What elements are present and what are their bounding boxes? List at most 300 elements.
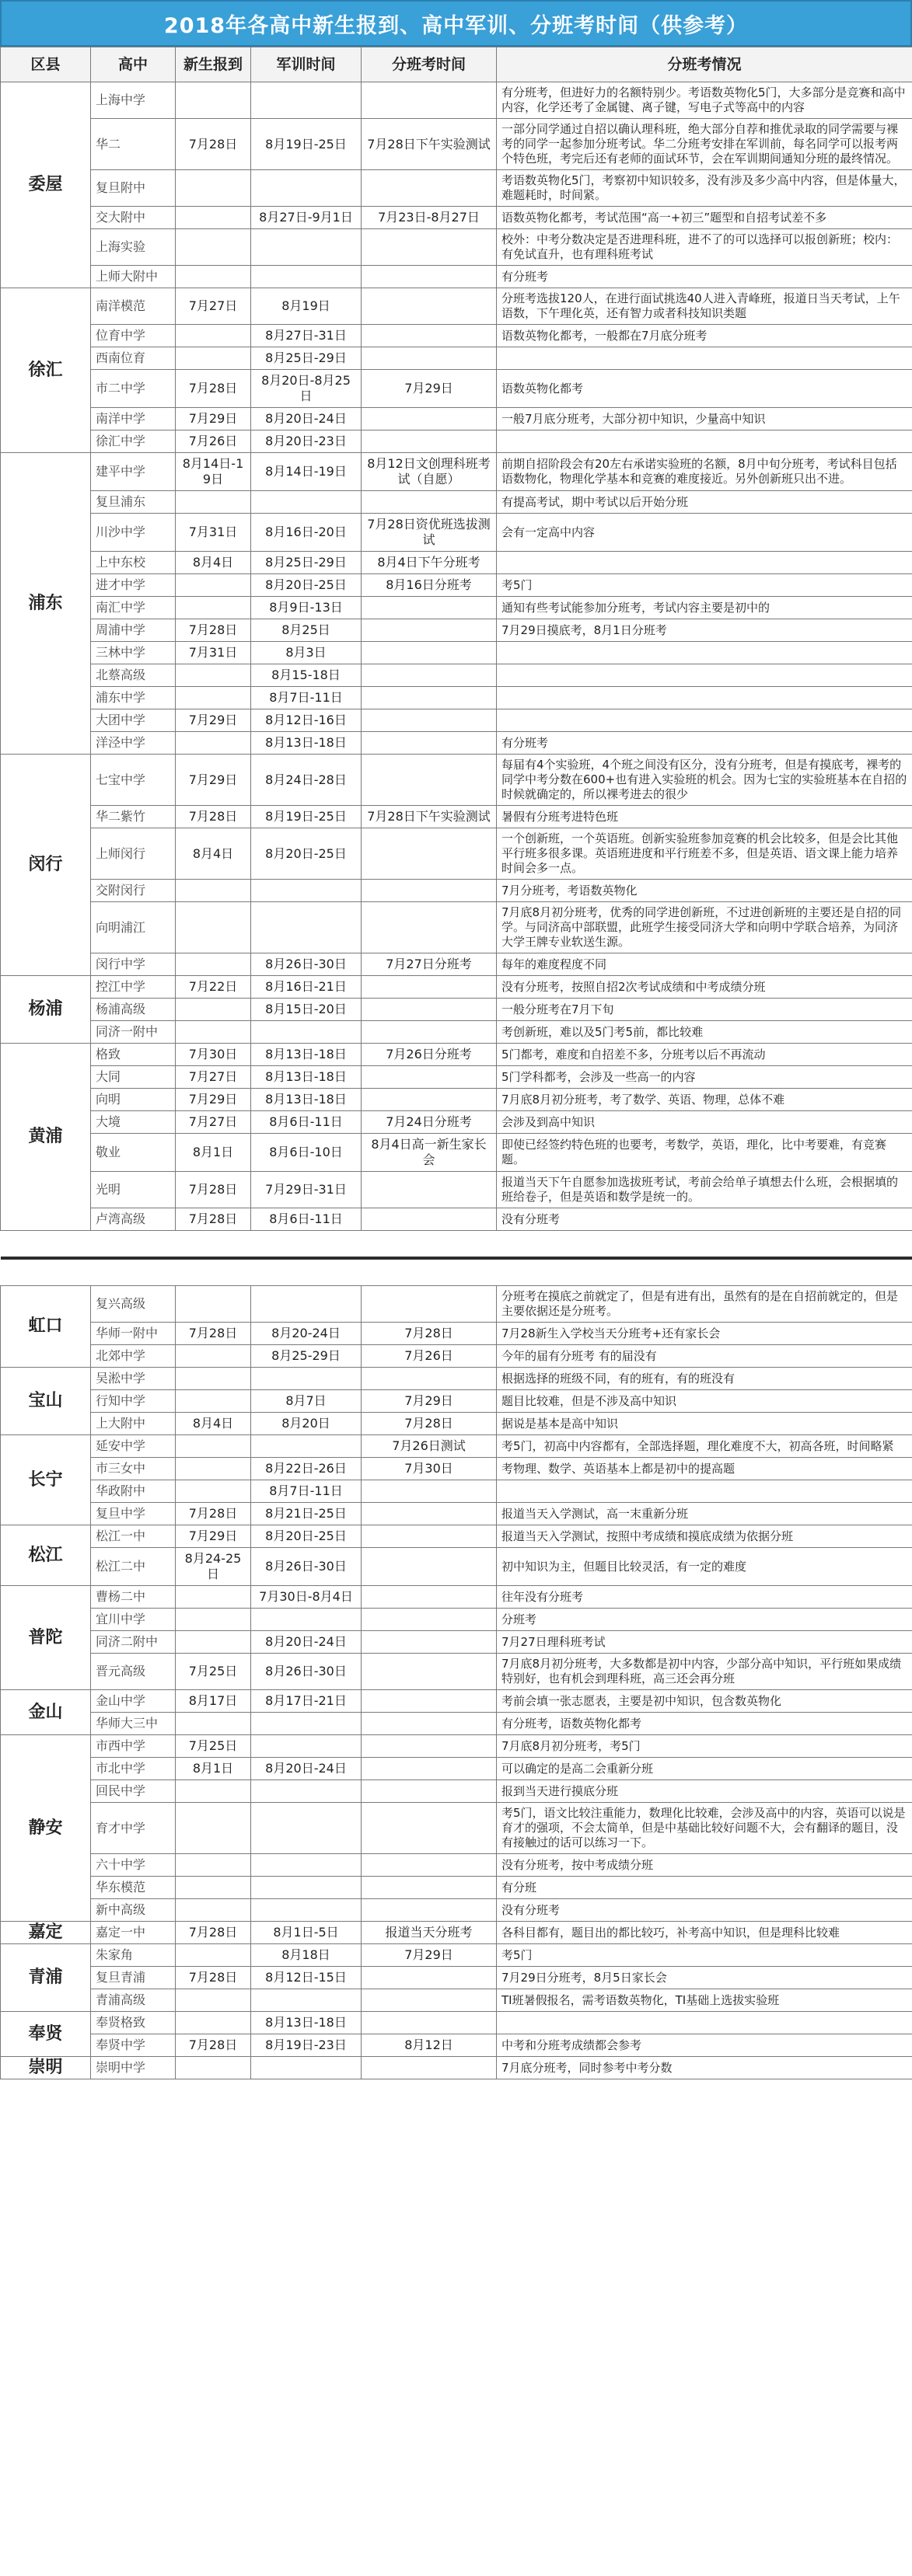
report-cell: 7月28日 (176, 2034, 251, 2057)
report-cell (176, 1435, 251, 1458)
district-cell: 黄浦 (1, 1044, 91, 1231)
school-cell: 上海中学 (91, 82, 176, 119)
report-cell: 8月1日 (176, 1134, 251, 1172)
district-cell: 奉贤 (1, 2012, 91, 2057)
exam-time-cell (362, 430, 497, 453)
exam-time-cell: 7月23日-8月27日 (362, 207, 497, 229)
exam-time-cell: 7月26日分班考 (362, 1044, 497, 1066)
military-cell: 8月21日-25日 (251, 1503, 362, 1525)
district-cell: 闵行 (1, 755, 91, 976)
table-row (1, 1368, 912, 1390)
report-cell: 7月27日 (176, 288, 251, 325)
exam-time-cell: 8月4日高一新生家长会 (362, 1134, 497, 1172)
exam-time-cell: 7月28日下午实验测试 (362, 806, 497, 828)
exam-info-cell (497, 430, 912, 453)
school-cell: 敬业 (91, 1134, 176, 1172)
exam-time-cell: 8月4日下午分班考 (362, 552, 497, 574)
exam-info-cell (497, 1480, 912, 1503)
military-cell (251, 82, 362, 119)
report-cell (176, 2057, 251, 2079)
exam-info-cell: 一部分同学通过自招以确认理科班，绝大部分自荐和推优录取的同学需要与裸考的同学一起参加分班考试。华二分班考安排在军训前，每名同学可以报考两个特色班，考完后还有老师的面试环节，会在军训期间通知分班的最终情况。 (497, 119, 912, 170)
report-cell (176, 325, 251, 347)
report-cell: 7月22日 (176, 976, 251, 999)
district-cell: 委屋 (1, 82, 91, 288)
military-cell (251, 1435, 362, 1458)
school-cell: 闵行中学 (91, 953, 176, 976)
exam-info-cell: 校外：中考分数决定是否进理科班，进不了的可以选择可以报创新班；校内：有免试直升，也有理科班考试 (497, 229, 912, 266)
table-row (1, 664, 912, 687)
table-row (1, 1631, 912, 1654)
exam-info-cell: 据说是基本是高中知识 (497, 1413, 912, 1435)
exam-info-cell: 语数英物化都考 (497, 370, 912, 408)
military-cell: 8月15-18日 (251, 664, 362, 687)
exam-info-cell: 即使已经签约特色班的也要考，考数学，英语，理化，比中考要难，有竞赛题。 (497, 1134, 912, 1172)
report-cell (176, 953, 251, 976)
military-cell (251, 1803, 362, 1854)
table-row (1, 170, 912, 207)
exam-time-cell (362, 1368, 497, 1390)
military-cell: 8月22日-26日 (251, 1458, 362, 1480)
school-cell: 复旦浦东 (91, 491, 176, 514)
school-cell: 格致 (91, 1044, 176, 1066)
report-cell (176, 902, 251, 953)
exam-time-cell (362, 828, 497, 880)
exam-time-cell (362, 1690, 497, 1713)
report-cell: 7月28日 (176, 119, 251, 170)
military-cell: 8月12日-16日 (251, 709, 362, 732)
exam-time-cell (362, 1780, 497, 1803)
school-cell: 建平中学 (91, 453, 176, 491)
report-cell: 7月29日 (176, 1089, 251, 1111)
table-row (1, 1134, 912, 1172)
military-cell: 8月25日 (251, 619, 362, 642)
school-cell: 复旦附中 (91, 170, 176, 207)
district-cell: 崇明 (1, 2057, 91, 2079)
report-cell: 8月4日 (176, 828, 251, 880)
school-cell: 市西中学 (91, 1735, 176, 1758)
report-cell: 8月1日 (176, 1758, 251, 1780)
exam-info-cell: 报道当天入学测试，按照中考成绩和摸底成绩为依据分班 (497, 1525, 912, 1548)
exam-info-cell: 考物理、数学、英语基本上都是初中的提高题 (497, 1458, 912, 1480)
exam-time-cell (362, 1735, 497, 1758)
school-cell: 浦东中学 (91, 687, 176, 709)
table-row (1, 2057, 912, 2079)
exam-info-cell: 考前会填一张志愿表，主要是初中知识，包含数英物化 (497, 1690, 912, 1713)
military-cell: 7月30日-8月4日 (251, 1586, 362, 1609)
report-cell: 7月28日 (176, 1967, 251, 1989)
exam-time-cell (362, 1586, 497, 1609)
exam-time-cell (362, 1967, 497, 1989)
exam-info-cell: 根据选择的班级不同，有的班有，有的班没有 (497, 1368, 912, 1390)
table-row (1, 806, 912, 828)
table-row (1, 2012, 912, 2034)
table-row (1, 1609, 912, 1631)
district-cell: 杨浦 (1, 976, 91, 1044)
exam-info-cell: 分班考选拔120人，在进行面试挑选40人进入青峰班，报道日当天考试，上午语数，下午理化英，还有智力或者科技知识类题 (497, 288, 912, 325)
school-cell: 杨浦高级 (91, 999, 176, 1021)
exam-info-cell: 可以确定的是高二会重新分班 (497, 1758, 912, 1780)
exam-time-cell (362, 325, 497, 347)
exam-info-cell: 有分班考 (497, 732, 912, 755)
military-cell: 8月26日-30日 (251, 953, 362, 976)
military-cell: 8月20-24日 (251, 1323, 362, 1345)
header-exam-time: 分班考时间 (362, 47, 497, 82)
page-title: 2018年各高中新生报到、高中军训、分班考时间（供参考） (0, 0, 912, 47)
exam-time-cell (362, 1066, 497, 1089)
military-cell: 8月26日-30日 (251, 1548, 362, 1586)
report-cell: 7月29日 (176, 755, 251, 806)
school-cell: 华师一附中 (91, 1323, 176, 1345)
school-cell: 同济一附中 (91, 1021, 176, 1044)
table-row (1, 347, 912, 370)
military-cell: 8月20日-25日 (251, 828, 362, 880)
report-cell (176, 1345, 251, 1368)
school-cell: 西南位育 (91, 347, 176, 370)
table-row (1, 880, 912, 902)
table-row (1, 1548, 912, 1586)
header-report: 新生报到 (176, 47, 251, 82)
table-row (1, 709, 912, 732)
table-row (1, 1503, 912, 1525)
school-cell: 宜川中学 (91, 1609, 176, 1631)
exam-time-cell: 7月24日分班考 (362, 1111, 497, 1134)
school-cell: 复兴高级 (91, 1286, 176, 1323)
exam-time-cell: 7月28日资优班选拔测试 (362, 514, 497, 552)
school-cell: 大境 (91, 1111, 176, 1134)
exam-info-cell: 各科目都有，题目出的都比较巧，补考高中知识，但是理科比较难 (497, 1922, 912, 1944)
exam-info-cell: 没有分班考 (497, 1208, 912, 1231)
report-cell (176, 1480, 251, 1503)
school-cell: 曹杨二中 (91, 1586, 176, 1609)
exam-time-cell: 7月28日下午实验测试 (362, 119, 497, 170)
school-cell: 南汇中学 (91, 597, 176, 619)
header-military: 军训时间 (251, 47, 362, 82)
report-cell (176, 82, 251, 119)
school-cell: 延安中学 (91, 1435, 176, 1458)
school-cell: 市北中学 (91, 1758, 176, 1780)
report-cell (176, 1586, 251, 1609)
school-cell: 向明浦江 (91, 902, 176, 953)
military-cell: 8月9日-13日 (251, 597, 362, 619)
table-row (1, 266, 912, 288)
table-row (1, 1899, 912, 1922)
exam-info-cell: 报到当天进行摸底分班 (497, 1780, 912, 1803)
exam-info-cell: TI班暑假报名，需考语数英物化，TI基础上选拔实验班 (497, 1989, 912, 2012)
exam-time-cell (362, 902, 497, 953)
table-row (1, 1525, 912, 1548)
exam-time-cell (362, 1803, 497, 1854)
table-row (1, 2034, 912, 2057)
exam-info-cell: 考5门 (497, 1944, 912, 1967)
table-row (1, 514, 912, 552)
school-cell: 交附闵行 (91, 880, 176, 902)
table-row (1, 1967, 912, 1989)
military-cell: 8月20日-24日 (251, 1631, 362, 1654)
table-row (1, 1690, 912, 1713)
military-cell: 8月20日-24日 (251, 1758, 362, 1780)
report-cell (176, 732, 251, 755)
table-row (1, 1172, 912, 1208)
table-row (1, 1922, 912, 1944)
military-cell (251, 1021, 362, 1044)
exam-info-cell: 没有分班考 (497, 1899, 912, 1922)
military-cell (251, 229, 362, 266)
header-school: 高中 (91, 47, 176, 82)
military-cell: 8月24日-28日 (251, 755, 362, 806)
district-cell: 浦东 (1, 453, 91, 755)
military-cell: 8月7日-11日 (251, 1480, 362, 1503)
military-cell: 8月13日-18日 (251, 1089, 362, 1111)
report-cell (176, 999, 251, 1021)
table-row (1, 229, 912, 266)
school-cell: 南洋模范 (91, 288, 176, 325)
district-cell: 静安 (1, 1735, 91, 1922)
table-row (1, 119, 912, 170)
military-cell (251, 1368, 362, 1390)
exam-info-cell: 考创新班，难以及5门考5前，都比较难 (497, 1021, 912, 1044)
school-cell: 华师大三中 (91, 1713, 176, 1735)
school-cell: 大团中学 (91, 709, 176, 732)
exam-time-cell (362, 1021, 497, 1044)
school-cell: 控江中学 (91, 976, 176, 999)
exam-info-cell: 7月底8月初分班考，考5门 (497, 1735, 912, 1758)
school-cell: 华政附中 (91, 1480, 176, 1503)
military-cell: 8月25日-29日 (251, 347, 362, 370)
table-row (1, 1735, 912, 1758)
military-cell: 8月16日-21日 (251, 976, 362, 999)
military-cell (251, 1609, 362, 1631)
exam-time-cell (362, 1989, 497, 2012)
exam-info-cell: 分班考 (497, 1609, 912, 1631)
exam-time-cell: 7月30日 (362, 1458, 497, 1480)
school-cell: 位育中学 (91, 325, 176, 347)
table-row (1, 1758, 912, 1780)
report-cell: 7月28日 (176, 1922, 251, 1944)
table-row (1, 687, 912, 709)
military-cell: 8月19日-25日 (251, 119, 362, 170)
military-cell: 8月13日-18日 (251, 2012, 362, 2034)
district-cell: 普陀 (1, 1586, 91, 1690)
exam-time-cell (362, 408, 497, 430)
exam-time-cell (362, 1713, 497, 1735)
table-row (1, 1066, 912, 1089)
military-cell: 8月16日-20日 (251, 514, 362, 552)
report-cell (176, 347, 251, 370)
exam-info-cell: 7月分班考，考语数英物化 (497, 880, 912, 902)
school-cell: 大同 (91, 1066, 176, 1089)
exam-time-cell (362, 755, 497, 806)
school-cell: 三林中学 (91, 642, 176, 664)
military-cell: 8月27日-9月1日 (251, 207, 362, 229)
table-row (1, 1989, 912, 2012)
report-cell: 7月27日 (176, 1111, 251, 1134)
exam-info-cell: 语数英物化都考，考试范围“高一+初三”题型和自招考试差不多 (497, 207, 912, 229)
exam-info-cell: 前期自招阶段会有20左右承诺实验班的名额，8月中旬分班考，考试科目包括语数物化，物理化学基本和竞赛的难度接近。另外创新班只出不进。 (497, 453, 912, 491)
table-row (1, 1586, 912, 1609)
exam-info-cell (497, 709, 912, 732)
exam-time-cell (362, 229, 497, 266)
school-cell: 嘉定一中 (91, 1922, 176, 1944)
exam-time-cell (362, 1548, 497, 1586)
school-cell: 崇明中学 (91, 2057, 176, 2079)
school-cell: 六十中学 (91, 1854, 176, 1877)
exam-time-cell (362, 1654, 497, 1690)
military-cell: 8月7日 (251, 1390, 362, 1413)
military-cell: 8月20日-24日 (251, 408, 362, 430)
table-row (1, 619, 912, 642)
district-cell: 金山 (1, 1690, 91, 1735)
report-cell (176, 574, 251, 597)
school-cell: 南洋中学 (91, 408, 176, 430)
report-cell (176, 1803, 251, 1854)
exam-info-cell (497, 552, 912, 574)
exam-info-cell: 没有分班考，按中考成绩分班 (497, 1854, 912, 1877)
exam-info-cell: 报道当天下午自愿参加选拔班考试，考前会给单子填想去什么班，会根据填的班给卷子，但是英语和数学是统一的。 (497, 1172, 912, 1208)
school-cell: 上中东校 (91, 552, 176, 574)
exam-time-cell (362, 1503, 497, 1525)
school-cell: 北蔡高级 (91, 664, 176, 687)
school-cell: 吴淞中学 (91, 1368, 176, 1390)
table-row (1, 1780, 912, 1803)
military-cell: 8月20日-8月25日 (251, 370, 362, 408)
table-row (1, 430, 912, 453)
school-cell: 奉贤格致 (91, 2012, 176, 2034)
exam-info-cell: 7月29日分班考，8月5日家长会 (497, 1967, 912, 1989)
report-cell: 7月28日 (176, 1172, 251, 1208)
table-row (1, 288, 912, 325)
school-cell: 松江二中 (91, 1548, 176, 1586)
school-cell: 育才中学 (91, 1803, 176, 1854)
table-row (1, 1877, 912, 1899)
exam-info-cell: 有分班 (497, 1877, 912, 1899)
exam-time-cell (362, 491, 497, 514)
table-row (1, 902, 912, 953)
military-cell (251, 1899, 362, 1922)
report-cell: 8月17日 (176, 1690, 251, 1713)
report-cell (176, 1713, 251, 1735)
school-cell: 华二紫竹 (91, 806, 176, 828)
table-row (1, 1323, 912, 1345)
district-cell: 青浦 (1, 1944, 91, 2012)
report-cell (176, 207, 251, 229)
school-cell: 周浦中学 (91, 619, 176, 642)
table-row (1, 370, 912, 408)
school-cell: 金山中学 (91, 1690, 176, 1713)
military-cell: 8月20日 (251, 1413, 362, 1435)
school-cell: 洋泾中学 (91, 732, 176, 755)
exam-info-cell: 考语数英物化5门，考察初中知识较多，没有涉及多少高中内容，但是体量大，难题耗时，时间紧。 (497, 170, 912, 207)
exam-time-cell (362, 82, 497, 119)
school-cell: 复旦中学 (91, 1503, 176, 1525)
table-row (1, 1944, 912, 1967)
exam-info-cell: 每届有4个实验班，4个班之间没有区分，没有分班考，但是有摸底考，裸考的同学中考分数在600+也有进入实验班的机会。因为七宝的实验班基本在自招的时候就确定的，所以裸考进去的很少 (497, 755, 912, 806)
table-row (1, 325, 912, 347)
table-row (1, 1044, 912, 1066)
report-cell (176, 1631, 251, 1654)
military-cell: 8月3日 (251, 642, 362, 664)
district-cell: 虹口 (1, 1286, 91, 1368)
exam-info-cell: 7月28新生入学校当天分班考+还有家长会 (497, 1323, 912, 1345)
exam-time-cell: 7月26日测试 (362, 1435, 497, 1458)
exam-time-cell (362, 880, 497, 902)
exam-info-cell (497, 2012, 912, 2034)
exam-time-cell (362, 1525, 497, 1548)
exam-time-cell (362, 170, 497, 207)
report-cell (176, 1458, 251, 1480)
table-row (1, 1208, 912, 1231)
school-cell: 回民中学 (91, 1780, 176, 1803)
exam-time-cell: 7月27日分班考 (362, 953, 497, 976)
school-cell: 新中高级 (91, 1899, 176, 1922)
exam-time-cell (362, 1854, 497, 1877)
exam-info-cell: 分班考在摸底之前就定了，但是有进有出，虽然有的是在自招前就定的，但是主要依据还是分班考。 (497, 1286, 912, 1323)
exam-info-cell: 一般分班考在7月下旬 (497, 999, 912, 1021)
exam-time-cell (362, 597, 497, 619)
military-cell (251, 1286, 362, 1323)
report-cell (176, 1390, 251, 1413)
report-cell: 8月24-25日 (176, 1548, 251, 1586)
exam-time-cell: 8月12日文创理科班考试（自愿） (362, 453, 497, 491)
report-cell: 7月28日 (176, 1323, 251, 1345)
school-cell: 市三女中 (91, 1458, 176, 1480)
exam-time-cell: 报道当天分班考 (362, 1922, 497, 1944)
exam-time-cell: 7月26日 (362, 1345, 497, 1368)
report-cell: 7月29日 (176, 1525, 251, 1548)
table-row (1, 1345, 912, 1368)
district-cell: 徐汇 (1, 288, 91, 453)
military-cell (251, 266, 362, 288)
exam-info-cell (497, 642, 912, 664)
report-cell (176, 1780, 251, 1803)
exam-info-cell: 7月29日摸底考，8月1日分班考 (497, 619, 912, 642)
table-row (1, 999, 912, 1021)
military-cell: 8月19日-23日 (251, 2034, 362, 2057)
exam-time-cell (362, 288, 497, 325)
exam-info-cell: 报道当天入学测试，高一末重新分班 (497, 1503, 912, 1525)
report-cell (176, 266, 251, 288)
military-cell: 8月13日-18日 (251, 732, 362, 755)
exam-time-cell (362, 732, 497, 755)
exam-time-cell (362, 709, 497, 732)
military-cell: 8月25日-29日 (251, 552, 362, 574)
exam-info-cell: 题目比较难，但是不涉及高中知识 (497, 1390, 912, 1413)
exam-info-cell: 会有一定高中内容 (497, 514, 912, 552)
table-row (1, 953, 912, 976)
school-cell: 徐汇中学 (91, 430, 176, 453)
report-cell: 7月31日 (176, 514, 251, 552)
school-cell: 松江一中 (91, 1525, 176, 1548)
exam-time-cell (362, 1899, 497, 1922)
district-cell: 宝山 (1, 1368, 91, 1435)
exam-time-cell (362, 1286, 497, 1323)
exam-time-cell (362, 664, 497, 687)
report-cell: 7月28日 (176, 1208, 251, 1231)
table-row (1, 574, 912, 597)
district-cell: 长宁 (1, 1435, 91, 1525)
school-cell: 川沙中学 (91, 514, 176, 552)
report-cell: 7月25日 (176, 1654, 251, 1690)
report-cell: 7月29日 (176, 408, 251, 430)
school-cell: 朱家角 (91, 1944, 176, 1967)
report-cell (176, 1854, 251, 1877)
report-cell (176, 1609, 251, 1631)
table-row (1, 552, 912, 574)
exam-time-cell: 7月29日 (362, 1390, 497, 1413)
school-cell: 北郊中学 (91, 1345, 176, 1368)
table-row (1, 1458, 912, 1480)
table-row (1, 1021, 912, 1044)
school-cell: 上师大附中 (91, 266, 176, 288)
